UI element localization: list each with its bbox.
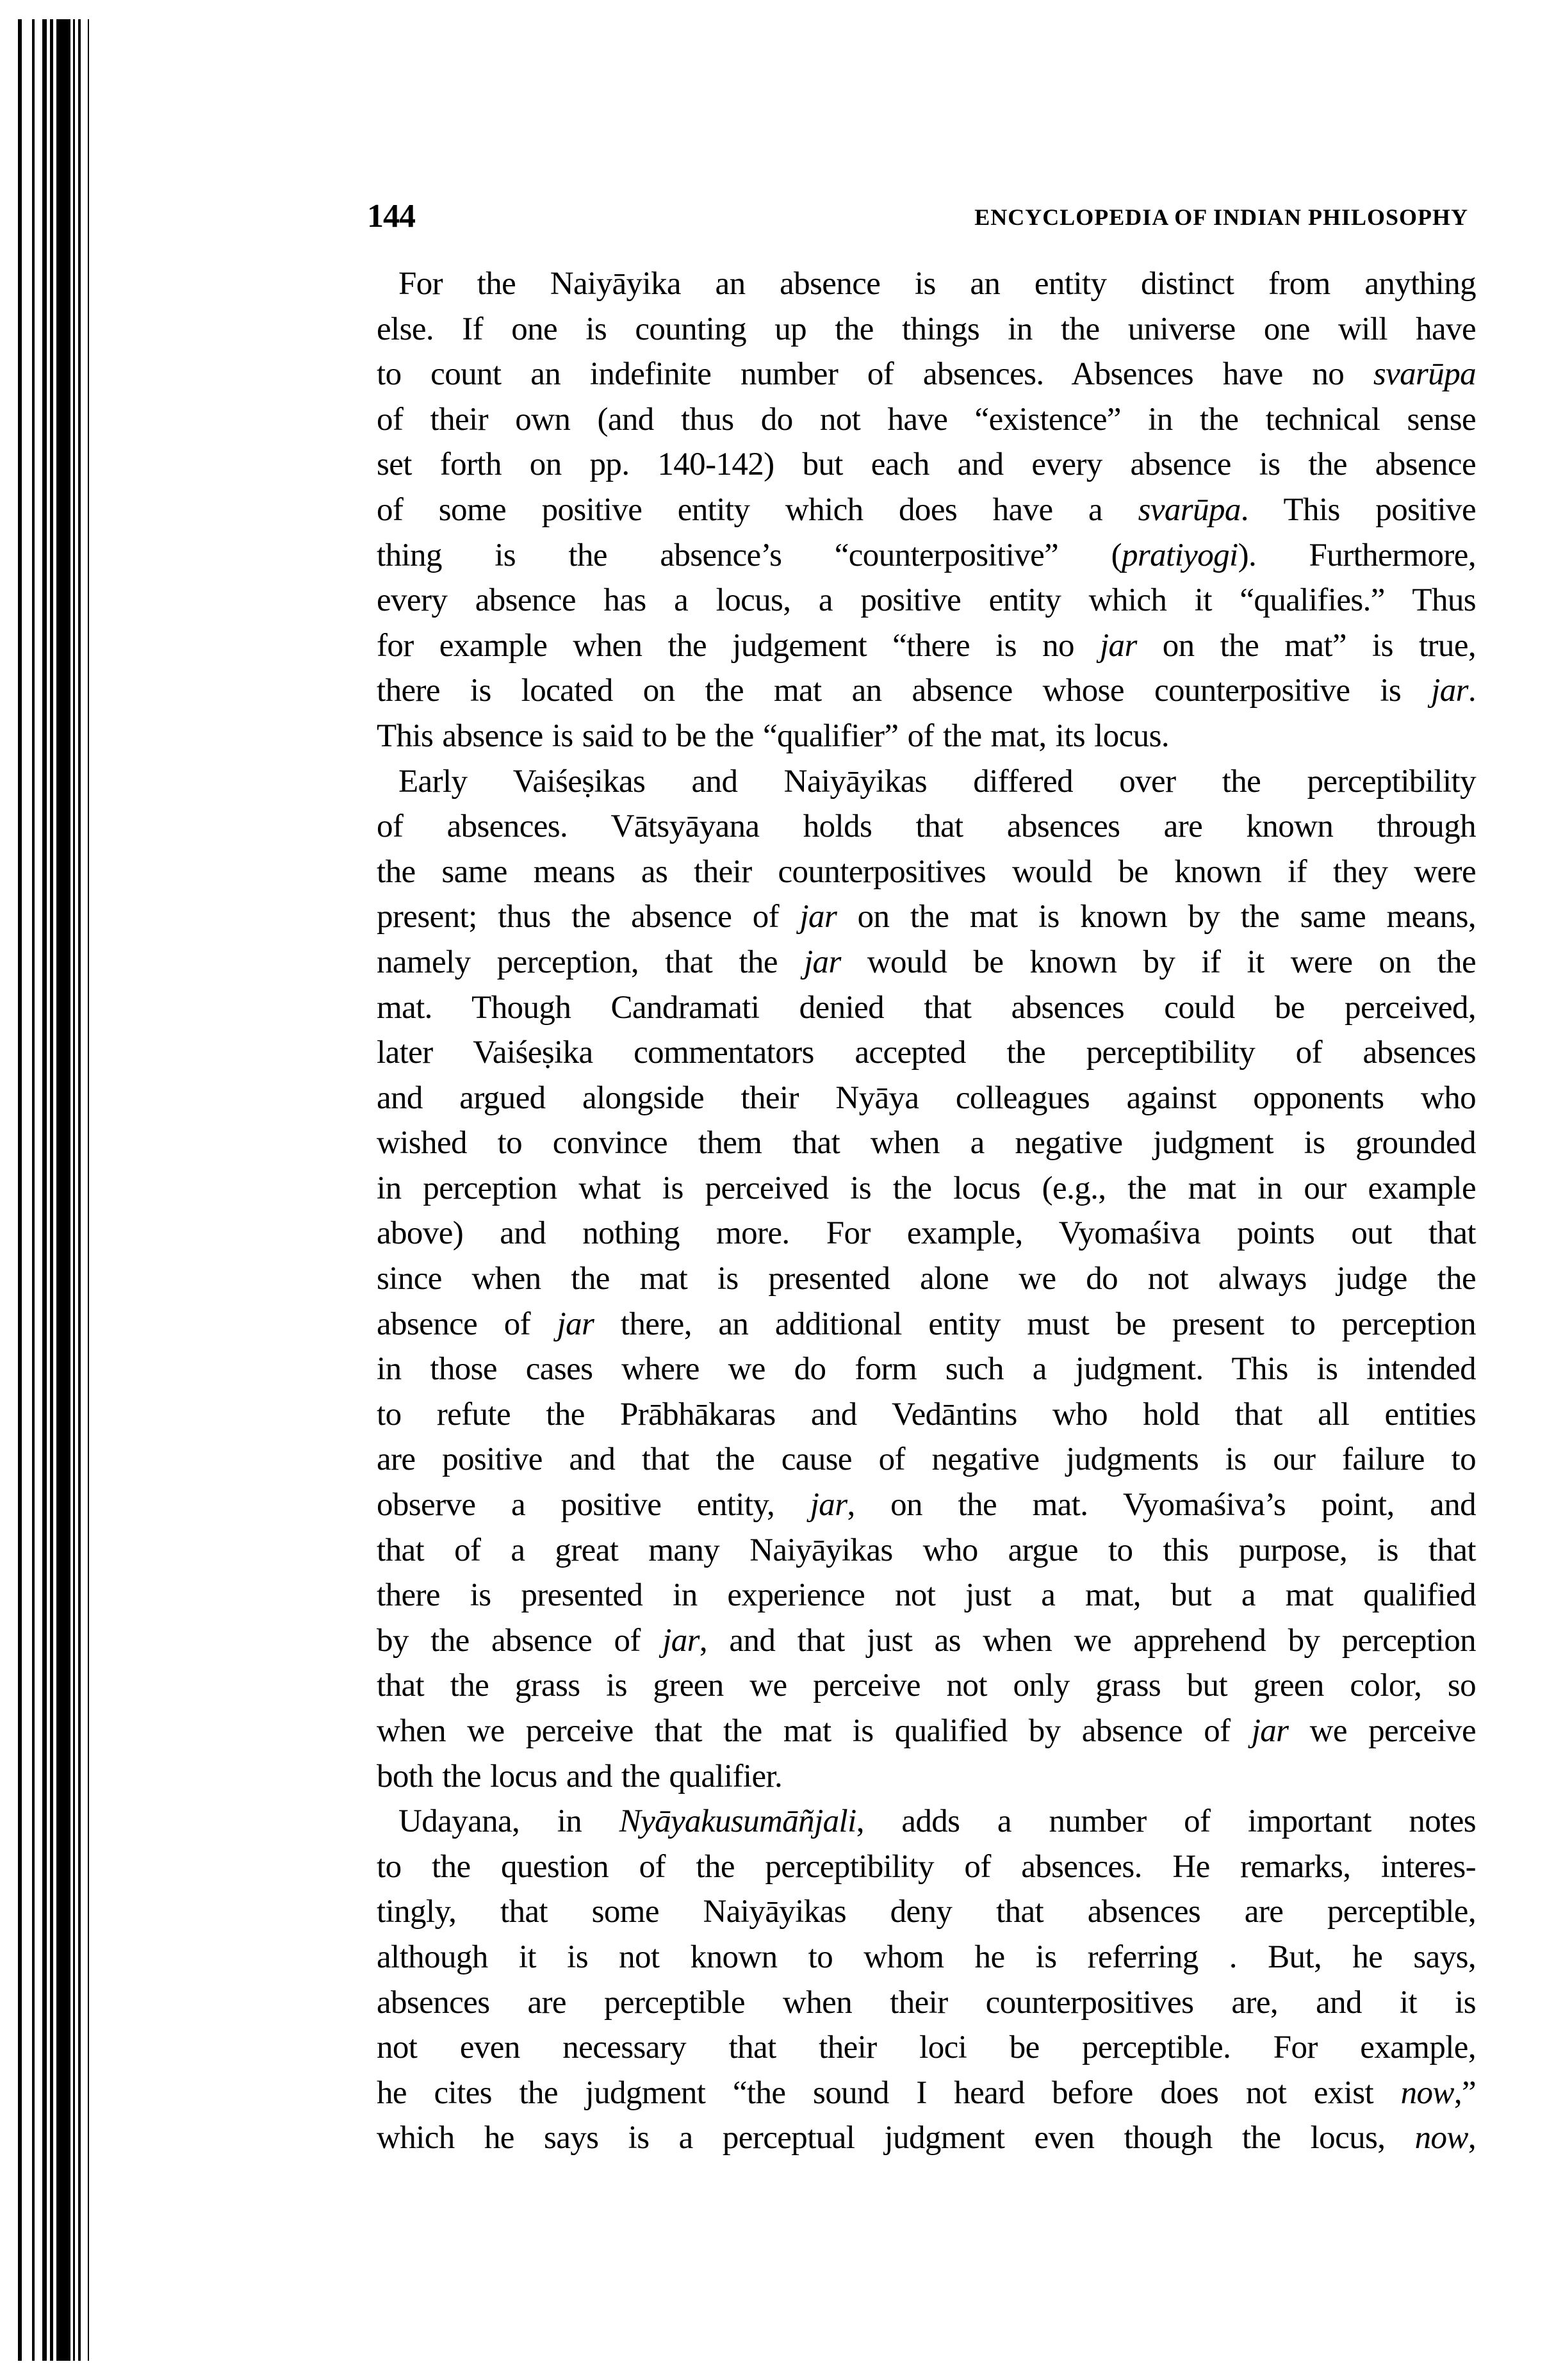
page-number: 144	[367, 198, 415, 234]
text-line: not even necessary that their loci be perceptible. For example,	[377, 2030, 1476, 2066]
text-line: since when the mat is presented alone we do not always judge the	[377, 1261, 1476, 1297]
text-line: thing is the absence’s “counterpositive” (pratiyogi). Furthermore,	[377, 537, 1476, 573]
paragraph-3	[377, 1799, 1476, 2161]
text-line: to refute the Prābhākaras and Vedāntins who hold that all entities	[377, 1396, 1476, 1432]
text-line: Early Vaiśeṣikas and Naiyāyikas differed over the perceptibility	[398, 763, 1476, 800]
text-line: there is located on the mat an absence whose counterpositive is jar.	[377, 673, 1476, 709]
text-line: This absence is said to be the “qualifier” of the mat, its locus.	[377, 718, 1169, 754]
running-head: ENCYCLOPEDIA OF INDIAN PHILOSOPHY	[974, 204, 1468, 230]
text-line: of some positive entity which does have a svarūpa. This positive	[377, 491, 1476, 528]
text-line: namely perception, that the jar would be known by if it were on the	[377, 944, 1476, 980]
text-line: mat. Though Candramati denied that absences could be perceived,	[377, 989, 1476, 1026]
text-line: and argued alongside their Nyāya colleagues against opponents who	[377, 1079, 1476, 1116]
text-line: the same means as their counterpositives would be known if they were	[377, 853, 1476, 890]
text-line: observe a positive entity, jar, on the mat. Vyomaśiva’s point, and	[377, 1487, 1477, 1523]
text-line: both the locus and the qualifier.	[377, 1758, 783, 1794]
text-line: are positive and that the cause of negative judgments is our failure to	[377, 1441, 1476, 1478]
text-line: to the question of the perceptibility of absences. He remarks, interes-	[377, 1848, 1476, 1885]
text-line: that of a great many Naiyāyikas who argue to this purpose, is that	[377, 1532, 1476, 1568]
text-line: of their own (and thus do not have “existence” in the technical sense	[377, 401, 1476, 438]
paragraph-1	[377, 261, 1476, 759]
text-line: tingly, that some Naiyāyikas deny that absences are perceptible,	[377, 1894, 1476, 1930]
text-line: wished to convince them that when a negative judgment is grounded	[377, 1125, 1476, 1161]
text-line: when we perceive that the mat is qualified by absence of jar we perceive	[377, 1713, 1476, 1749]
text-line: to count an indefinite number of absences. Absences have no svarūpa	[377, 356, 1476, 393]
text-line: later Vaiśeṣika commentators accepted the perceptibility of absences	[377, 1035, 1476, 1071]
text-line: set forth on pp. 140-142) but each and every absence is the absence	[377, 447, 1476, 483]
text-line: For the Naiyāyika an absence is an entity distinct from anything	[398, 266, 1476, 302]
text-line: else. If one is counting up the things in the universe one will have	[377, 311, 1476, 347]
text-line: absence of jar there, an additional entity must be present to perception	[377, 1306, 1476, 1342]
text-line: for example when the judgement “there is no jar on the mat” is true,	[377, 627, 1477, 664]
text-line: there is presented in experience not just a mat, but a mat qualified	[377, 1577, 1476, 1614]
text-line: which he says is a perceptual judgment even though the locus, now,	[377, 2120, 1476, 2156]
text-line: present; thus the absence of jar on the mat is known by the same means,	[377, 899, 1476, 935]
book-binding-edge	[18, 19, 82, 2361]
text-line: he cites the judgment “the sound I heard before does not exist now,”	[377, 2074, 1476, 2111]
text-line: in perception what is perceived is the locus (e.g., the mat in our example	[377, 1170, 1476, 1206]
text-line: although it is not known to whom he is referring . But, he says,	[377, 1939, 1476, 1975]
text-line: by the absence of jar, and that just as when we apprehend by perception	[377, 1622, 1476, 1659]
text-line: above) and nothing more. For example, Vyomaśiva points out that	[377, 1215, 1476, 1252]
text-line: of absences. Vātsyāyana holds that absences are known through	[377, 808, 1476, 845]
body-text	[377, 261, 1476, 2161]
text-line: every absence has a locus, a positive entity which it “qualifies.” Thus	[377, 582, 1476, 619]
text-line: Udayana, in Nyāyakusumāñjali, adds a number of important notes	[398, 1803, 1476, 1840]
text-line: in those cases where we do form such a judgment. This is intended	[377, 1351, 1476, 1388]
text-line: that the grass is green we perceive not only grass but green color, so	[377, 1668, 1476, 1704]
paragraph-2	[377, 759, 1476, 1800]
text-line: absences are perceptible when their counterpositives are, and it is	[377, 1984, 1476, 2021]
